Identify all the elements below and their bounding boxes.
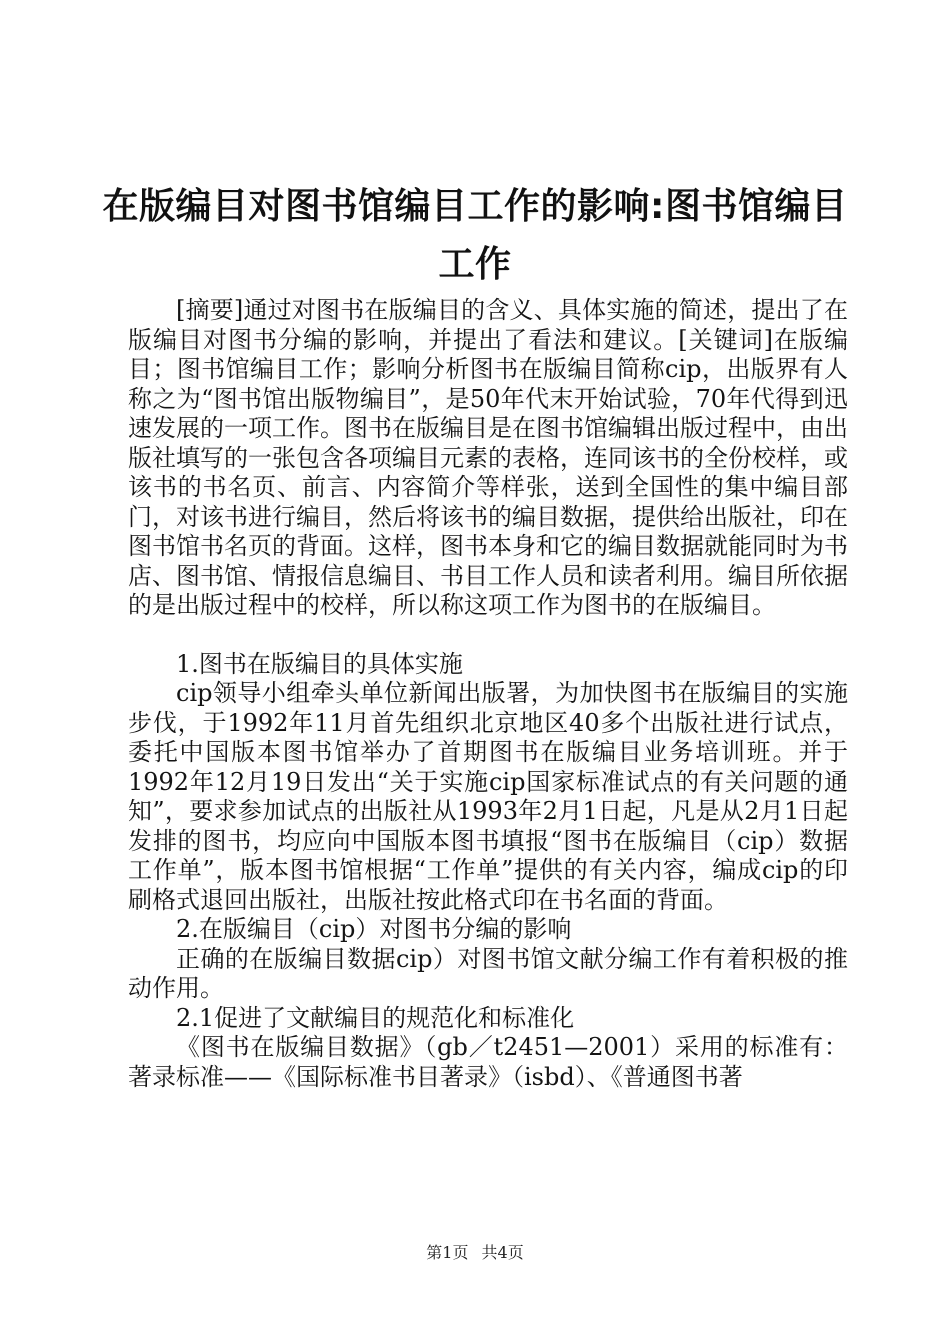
section-heading-2-1: 2.1促进了文献编目的规范化和标准化 (176, 1003, 575, 1032)
page-number: 第1页 (426, 1243, 469, 1262)
section-heading-1: 1.图书在版编目的具体实施 (176, 649, 463, 678)
document-title: 在版编目对图书馆编目工作的影响:图书馆编目工作 (102, 186, 848, 285)
body-paragraph: 正确的在版编目数据cip）对图书馆文献分编工作有着积极的推动作用。 (128, 944, 848, 1002)
body-paragraph: cip领导小组牵头单位新闻出版署，为加快图书在版编目的实施步伐，于1992年11月首先组织北京地区40多个出版社进行试点，委托中国版本图书馆举办了首期图书在版编目业务培训班。并于1992年12月19日发出“关于实施cip国家标准试点的有关问题的通知”，要求参加试点的出版社从1993年2月1日起，凡是从2月1日起发排的图书，均应向中国版本图书填报“图书在版编目（cip）数据工作单”，版本图书馆根据“工作单”提供的有关内容，编成cip的印刷格式退回出版社，出版社按此格式印在书名面的背面。 (128, 679, 848, 914)
page-footer (0, 1242, 950, 1264)
body-paragraph: 《图书在版编目数据》（gb／t2451—2001）采用的标准有：著录标准——《国际标准书目著录》（isbd）、《普通图书著 (128, 1033, 848, 1091)
document-body (128, 296, 848, 1092)
abstract-paragraph: [摘要]通过对图书在版编目的含义、具体实施的简述，提出了在版编目对图书分编的影响，并提出了看法和建议。[关键词]在版编目；图书馆编目工作；影响分析图书在版编目简称cip，出版界有人称之为“图书馆出版物编目”，是50年代末开始试验，70年代得到迅速发展的一项工作。图书在版编目是在图书馆编辑出版过程中，由出版社填写的一张包含各项编目元素的表格，连同该书的全份校样，或该书的书名页、前言、内容简介等样张，送到全国性的集中编目部门，对该书进行编目，然后将该书的编目数据，提供给出版社，印在图书馆书名页的背面。这样，图书本身和它的编目数据就能同时为书店、图书馆、情报信息编目、书目工作人员和读者利用。编目所依据的是出版过程中的校样，所以称这项工作为图书的在版编目。 (128, 296, 848, 619)
page-total: 共4页 (481, 1243, 524, 1262)
section-heading-2: 2.在版编目（cip）对图书分编的影响 (176, 915, 572, 943)
